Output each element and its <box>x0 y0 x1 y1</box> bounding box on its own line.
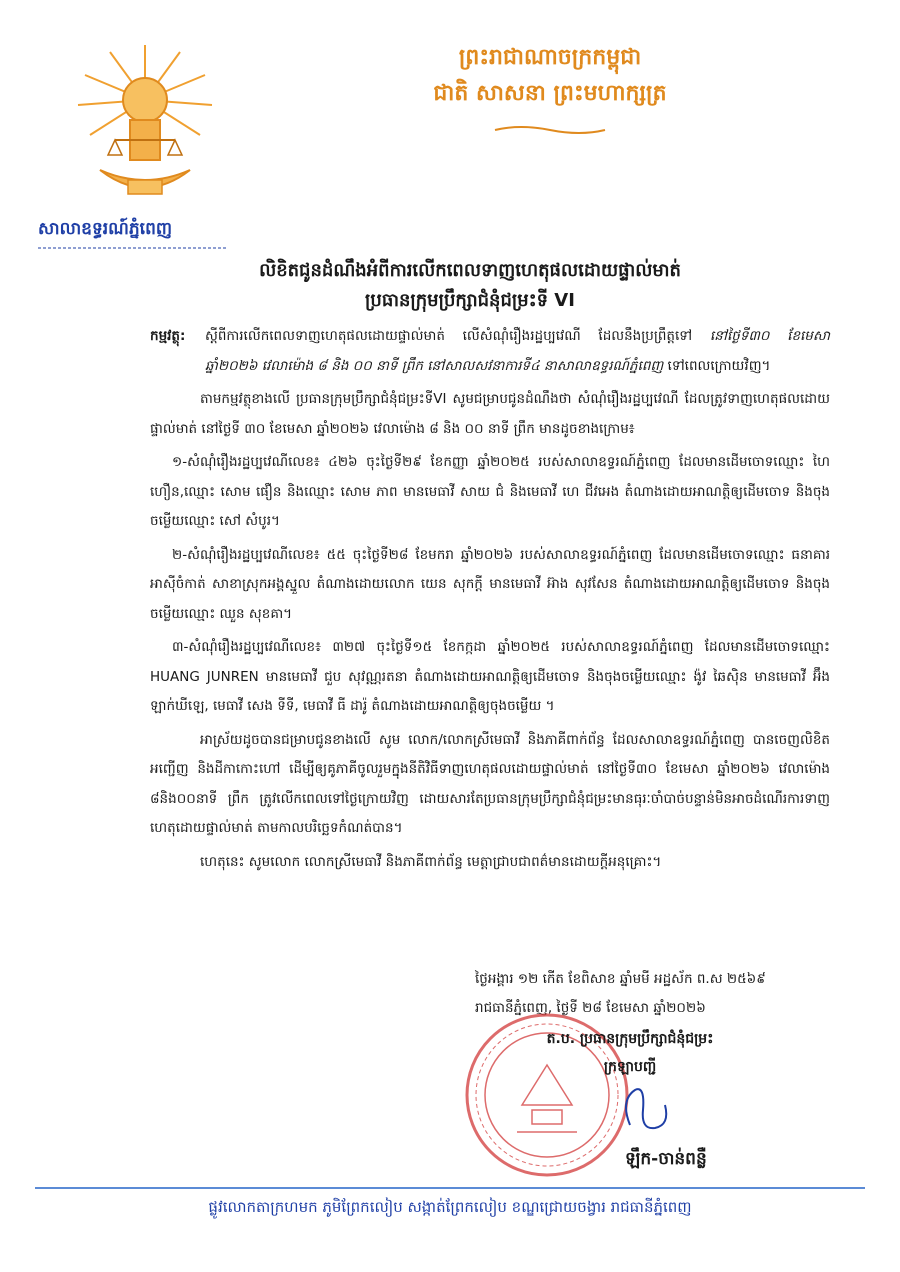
letter-body <box>150 322 830 877</box>
signatory-role <box>470 1025 790 1081</box>
subject-tail: ទៅពេលក្រោយវិញ។ <box>667 357 771 374</box>
signatory-role-line-1: ត.ប. ប្រធានក្រុមប្រឹក្សាជំនុំជម្រះ <box>546 1031 714 1047</box>
subject-text: ស្តីពីការលើកពេលទាញហេតុផលដោយផ្ទាល់មាត់ លើសំណុំរឿងរដ្ឋប្បវេណី ដែលនឹងប្រព្រឹត្តទៅ <box>205 328 693 344</box>
kingdom-line-2: ជាតិ សាសនា ព្រះមហាក្សត្រ <box>433 81 667 106</box>
title-line-2: ប្រធានក្រុមប្រឹក្សាជំនុំជម្រះទី VI <box>365 290 575 311</box>
subject-schedule: នៅថ្ងៃទី៣០ ខែមេសា ឆ្នាំ២០២៦ វេលាម៉ោង ៨ និង ០០ នាទី ព្រឹក នៅសាលសវនាការទី៤ នាសាលាឧទ្ធរណ៍ភ្នំពេញ <box>205 328 831 374</box>
footer-divider <box>35 1187 865 1189</box>
title-line-1: លិខិតជូនដំណឹងអំពីការលើកពេលទាញហេតុផលដោយផ្ទាល់មាត់ <box>259 260 681 281</box>
signer-name: ឡឹក-ចាន់ពន្លឺ <box>625 1149 707 1169</box>
document-title <box>110 256 830 316</box>
royal-emblem-icon <box>70 40 220 210</box>
subject-label: កម្មវត្ថុ: <box>150 328 186 344</box>
kingdom-line-1: ព្រះរាជាណាចក្រកម្ពុជា <box>458 45 642 70</box>
intro-paragraph: តាមកម្មវត្ថុខាងលើ ប្រធានក្រុមប្រឹក្សាជំនុំជម្រះទីVI សូមជម្រាបជូនដំណឹងថា សំណុំរឿងរដ្ឋប្បវេណី ដែលត្រូវទាញហេតុផលដោយផ្ទាល់មាត់ នៅថ្ងៃទី ៣០ ខែមេសា ឆ្នាំ២០២៦ វេលាម៉ោង ៨ និង ០០ នាទី ព្រឹក មានដូចខាងក្រោម៖ <box>150 391 830 437</box>
handwritten-signature-icon <box>615 1080 675 1140</box>
court-name: សាលាឧទ្ធរណ៍ភ្នំពេញ <box>38 219 173 239</box>
solar-date: រាជធានីភ្នំពេញ, ថ្ងៃទី ២៨ ខែមេសា ឆ្នាំ២០២៦ <box>475 1000 706 1016</box>
court-underline-ornament <box>38 244 228 252</box>
signatory-role-line-2: ក្រឡាបញ្ជី <box>603 1059 657 1075</box>
footer-address: ផ្លូវលោកតាក្រហមក ភូមិព្រែកលៀប សង្កាត់ព្រែកលៀប ខណ្ឌជ្រោយចង្វារ រាជធានីភ្នំពេញ <box>208 1198 692 1216</box>
reason-paragraph: អាស្រ័យដូចបានជម្រាបជូនខាងលើ សូម លោក/លោកស្រីមេធាវី និងភាគីពាក់ព័ន្ធ ដែលសាលាឧទ្ធរណ៍ភ្នំពេញ បានចេញលិខិតអញ្ជើញ និងដីកាកោះហៅ ដើម្បីឲ្យគូភាគីចូលរួមក្នុងនីតិវិធីទាញហេតុផលដោយផ្ទាល់មាត់ នៅថ្ងៃទី៣០ ខែមេសា ឆ្នាំ២០២៦ វេលាម៉ោង ៨និង០០នាទី ព្រឹក ត្រូវលើកពេលទៅថ្ងៃក្រោយវិញ ដោយសារតែប្រធានក្រុមប្រឹក្សាជំនុំជម្រះមានធុរៈចាំបាច់បន្ទាន់មិនអាចដំណើរការទាញហេតុដោយផ្ទាល់មាត់ តាមកាលបរិច្ឆេទកំណត់បាន។ <box>150 731 830 836</box>
lunar-date: ថ្ងៃអង្គារ ១២ កើត ខែពិសាខ ឆ្នាំមមី អដ្ឋស័ក ព.ស ២៥៦៩ <box>475 971 766 987</box>
closing-paragraph: ហេតុនេះ សូមលោក លោកស្រីមេធាវី និងភាគីពាក់ព័ន្ធ មេត្តាជ្រាបជាពត៌មានដោយក្តីអនុគ្រោះ។ <box>200 853 662 870</box>
case-item-3: ៣-សំណុំរឿងរដ្ឋប្បវេណីលេខ៖ ៣២៧ ចុះថ្ងៃទី១៥ ខែកក្កដា ឆ្នាំ២០២៥ របស់សាលាឧទ្ធរណ៍ភ្នំពេញ ដែលមានដើមចោទឈ្មោះ HUANG JUNREN មានមេធាវី ជួប សុវណ្ណរតនា តំណាងដោយអាណត្តិឲ្យដើមចោទ និងចុងចម្លើយឈ្មោះ ង៉ូវ ឆៃស៊ិន មានមេធាវី អ៊ឹង ឡាក់ឃីឡេ, មេធាវី សេង ទីទី, មេធាវី ធី ដារ៉ូ តំណាងដោយអាណត្តិឲ្យចុងចម្លើយ ។ <box>150 639 830 714</box>
kingdom-header <box>340 40 760 148</box>
subject-block <box>150 322 830 381</box>
case-item-1: ១-សំណុំរឿងរដ្ឋប្បវេណីលេខ៖ ៤២៦ ចុះថ្ងៃទី២៩ ខែកញ្ញា ឆ្នាំ២០២៥ របស់សាលាឧទ្ធរណ៍ភ្នំពេញ ដែលមានដើមចោទឈ្មោះ ហៃ ហឿន,ឈ្មោះ សោម ផឿន និងឈ្មោះ សោម ភាព មានមេធាវី សាយ ជំ និងមេធាវី ហេ ជីវអេង តំណាងដោយអាណត្តិឲ្យដើមចោទ និងចុងចម្លើយឈ្មោះ សៅ សំបូរ។ <box>150 454 830 529</box>
case-item-2: ២-សំណុំរឿងរដ្ឋប្បវេណីលេខ៖ ៥៥ ចុះថ្ងៃទី២៨ ខែមករា ឆ្នាំ២០២៦ របស់សាលាឧទ្ធរណ៍ភ្នំពេញ ដែលមានដើមចោទឈ្មោះ ធនាគារ អាស៊ីចំកាត់ សាខាស្រុកអង្គស្នួល តំណាងដោយលោក យេន សុកក្តី មានមេធាវី អ៊ាង សុវសែន តំណាងដោយអាណត្តិឲ្យដើមចោទ និងចុងចម្លើយឈ្មោះ ឈួន សុខគា។ <box>150 546 830 622</box>
header-ornament <box>490 124 610 136</box>
